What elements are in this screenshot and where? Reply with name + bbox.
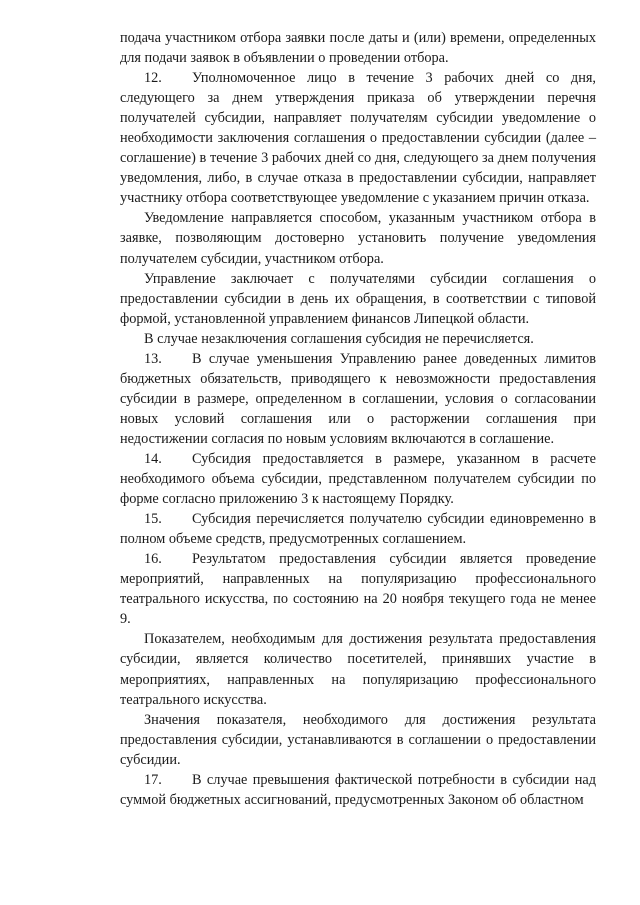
- paragraph-text: Управление заключает с получателями субсидии соглашения о предоставлении субсидии в день их обращения, в соответствии с типовой формой, установленной управлением финансов Липецкой области.: [120, 270, 596, 327]
- paragraph-text: В случае незаключения соглашения субсидия не перечисляется.: [144, 330, 534, 347]
- paragraph-text: Субсидия перечисляется получателю субсидии единовременно в полном объеме средств, предусмотренных соглашением.: [120, 511, 596, 548]
- paragraph-continuation: [120, 28, 596, 68]
- paragraph-non-conclusion: [120, 329, 596, 349]
- paragraph-number: 14.: [144, 450, 162, 467]
- paragraph-notification-method: [120, 208, 596, 268]
- paragraph-agreement: [120, 269, 596, 329]
- paragraph-12: [120, 68, 596, 208]
- paragraph-text: подача участником отбора заявки после даты и (или) времени, определенных для подачи заявок в объявлении о проведении отбора.: [120, 30, 596, 67]
- paragraph-number: 13.: [144, 350, 162, 367]
- paragraph-14: [120, 449, 596, 509]
- paragraph-text: В случае уменьшения Управлению ранее доведенных лимитов бюджетных обязательств, приводящего к невозможности предоставления субсидии в размере, определенном в соглашении, условия о согласовании новых условий соглашения или о расторжении соглашения при недостижении согласия по новым условиям включаются в соглашение.: [120, 350, 596, 447]
- paragraph-number: 15.: [144, 511, 162, 528]
- paragraph-number: 16.: [144, 551, 162, 568]
- paragraph-15: [120, 509, 596, 549]
- paragraph-number: 12.: [144, 70, 162, 87]
- paragraph-text: Уполномоченное лицо в течение 3 рабочих дней со дня, следующего за днем утверждения приказа об утверждении перечня получателей субсидии, направляет получателям субсидии уведомление о необходимости заключения соглашения о предоставлении субсидии (далее – соглашение) в течение 3 рабочих дней со дня, следующего за днем получения уведомления, либо, в случае отказа в предоставлении субсидии, направляет участнику отбора соответствующее уведомление с указанием причин отказа.: [120, 70, 596, 207]
- paragraph-text: Результатом предоставления субсидии является проведение мероприятий, направленных на популяризацию профессионального театрального искусства, по состоянию на 20 ноября текущего года не менее 9.: [120, 551, 596, 628]
- paragraph-13: [120, 349, 596, 449]
- paragraph-text: Уведомление направляется способом, указанным участником отбора в заявке, позволяющим достоверно установить получение уведомления получателем субсидии, участником отбора.: [120, 210, 596, 267]
- paragraph-text: Показателем, необходимым для достижения результата предоставления субсидии, является количество посетителей, принявших участие в мероприятиях, направленных на популяризацию профессионального театрального искусства.: [120, 631, 596, 708]
- paragraph-indicator-values: [120, 710, 596, 770]
- paragraph-16: [120, 549, 596, 629]
- paragraph-17: [120, 770, 596, 810]
- paragraph-number: 17.: [144, 771, 162, 788]
- document-body: [120, 28, 596, 810]
- paragraph-indicator: [120, 629, 596, 709]
- paragraph-text: Субсидия предоставляется в размере, указанном в расчете необходимого объема субсидии, представленном получателем субсидии по форме согласно приложению 3 к настоящему Порядку.: [120, 450, 596, 508]
- paragraph-text: В случае превышения фактической потребности в субсидии над суммой бюджетных ассигнований, предусмотренных Законом об областном: [120, 771, 596, 808]
- paragraph-text: Значения показателя, необходимого для достижения результата предоставления субсидии, устанавливаются в соглашении о предоставлении субсидии.: [120, 711, 596, 768]
